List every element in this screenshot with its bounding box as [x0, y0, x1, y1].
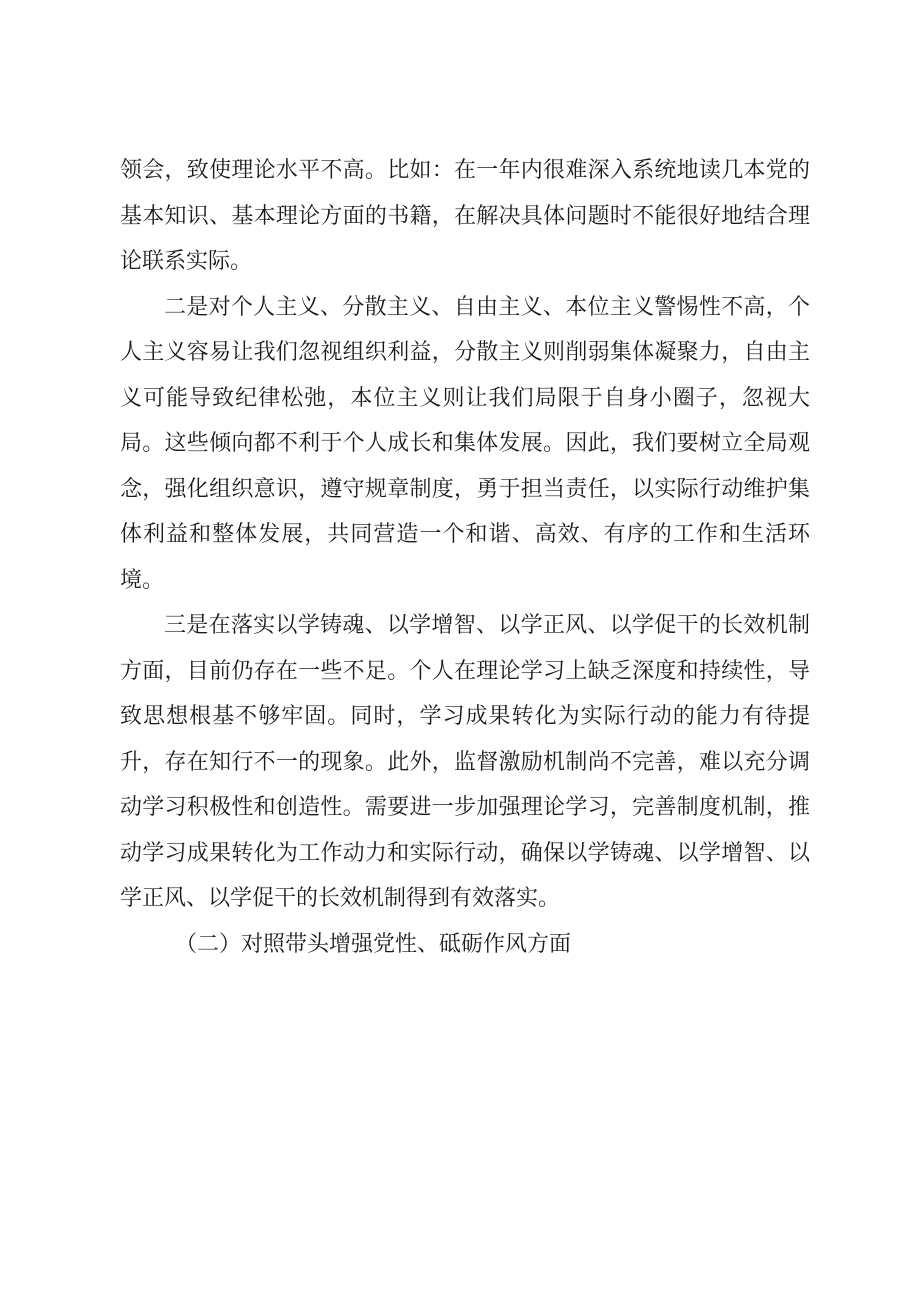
document-body [120, 148, 810, 967]
paragraph-point-three: 三是在落实以学铸魂、以学增智、以学正风、以学促干的长效机制方面，目前仍存在一些不足。个人在理论学习上缺乏深度和持续性，导致思想根基不够牢固。同时，学习成果转化为实际行动的能力有待提升，存在知行不一的现象。此外，监督激励机制尚不完善，难以充分调动学习积极性和创造性。需要进一步加强理论学习，完善制度机制，推动学习成果转化为工作动力和实际行动，确保以学铸魂、以学增智、以学正风、以学促干的长效机制得到有效落实。 [120, 613, 810, 911]
section-heading: （二）对照带头增强党性、砥砺作风方面 [175, 931, 572, 957]
paragraph-continuation: 领会，致使理论水平不高。比如：在一年内很难深入系统地读几本党的基本知识、基本理论方面的书籍，在解决具体问题时不能很好地结合理论联系实际。 [120, 158, 810, 274]
paragraph-point-two: 二是对个人主义、分散主义、自由主义、本位主义警惕性不高，个人主义容易让我们忽视组织利益，分散主义则削弱集体凝聚力，自由主义可能导致纪律松弛，本位主义则让我们局限于自身小圈子，忽视大局。这些倾向都不利于个人成长和集体发展。因此，我们要树立全局观念，强化组织意识，遵守规章制度，勇于担当责任，以实际行动维护集体利益和整体发展，共同营造一个和谐、高效、有序的工作和生活环境。 [120, 294, 810, 593]
